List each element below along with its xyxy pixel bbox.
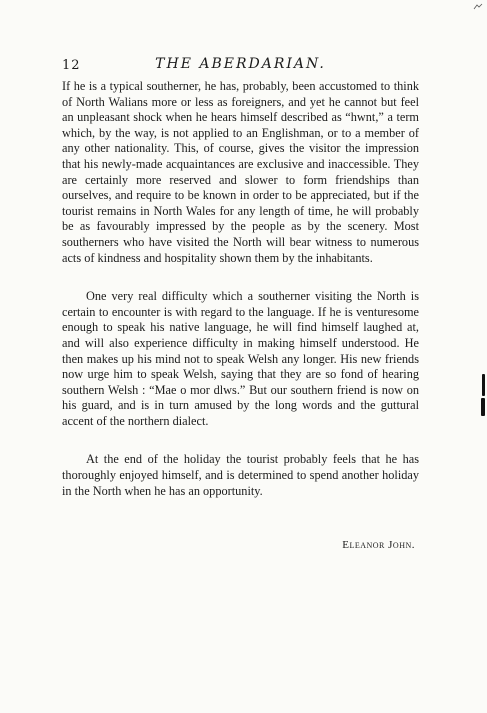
journal-title: THE ABERDARIAN. <box>155 56 326 72</box>
page-header <box>62 56 419 76</box>
binding-edge-mark <box>482 374 485 396</box>
binding-edge-mark <box>481 398 485 416</box>
author-signature: Eleanor John. <box>342 539 415 551</box>
article-body <box>62 79 419 499</box>
corner-speck-icon <box>473 3 483 11</box>
paragraph: One very real difficulty which a southerner visiting the North is certain to encounter is with regard to the language. If he is venturesome enough to speak his native language, he will find himself laughed at, and will also experience difficulty in making himself understood. He then makes up his mind not to speak Welsh any longer. His new friends now urge him to speak Welsh, saying that they are so fond of hearing southern Welsh : “Mae o mor dlws.” But our southern friend is now on his guard, and is in turn amused by the long words and the guttural accent of the northern dialect. <box>62 289 419 428</box>
paragraph: If he is a typical southerner, he has, probably, been accustomed to think of North Walians more or less as foreigners, and yet he cannot but feel an unpleasant shock when he hears himself described as “hwnt,” a term which, by the way, is not applied to an Englishman, or to a member of any other nationality. This, of course, gives the visitor the impression that his newly-made acquaintances are exclusive and inaccessible. They are certainly more reserved and slower to form friendships than ourselves, and require to be known in order to be appreciated, but if the tourist remains in North Wales for any length of time, he will probably be as favourably impressed by the people as by the scenery. Most southerners who have visited the North will bear witness to numerous acts of kindness and hospitality shown them by the inhabitants. <box>62 79 419 265</box>
page-number: 12 <box>62 58 81 73</box>
paragraph: At the end of the holiday the tourist probably feels that he has thoroughly enjoyed himself, and is determined to spend another holiday in the North when he has an opportunity. <box>62 452 419 498</box>
